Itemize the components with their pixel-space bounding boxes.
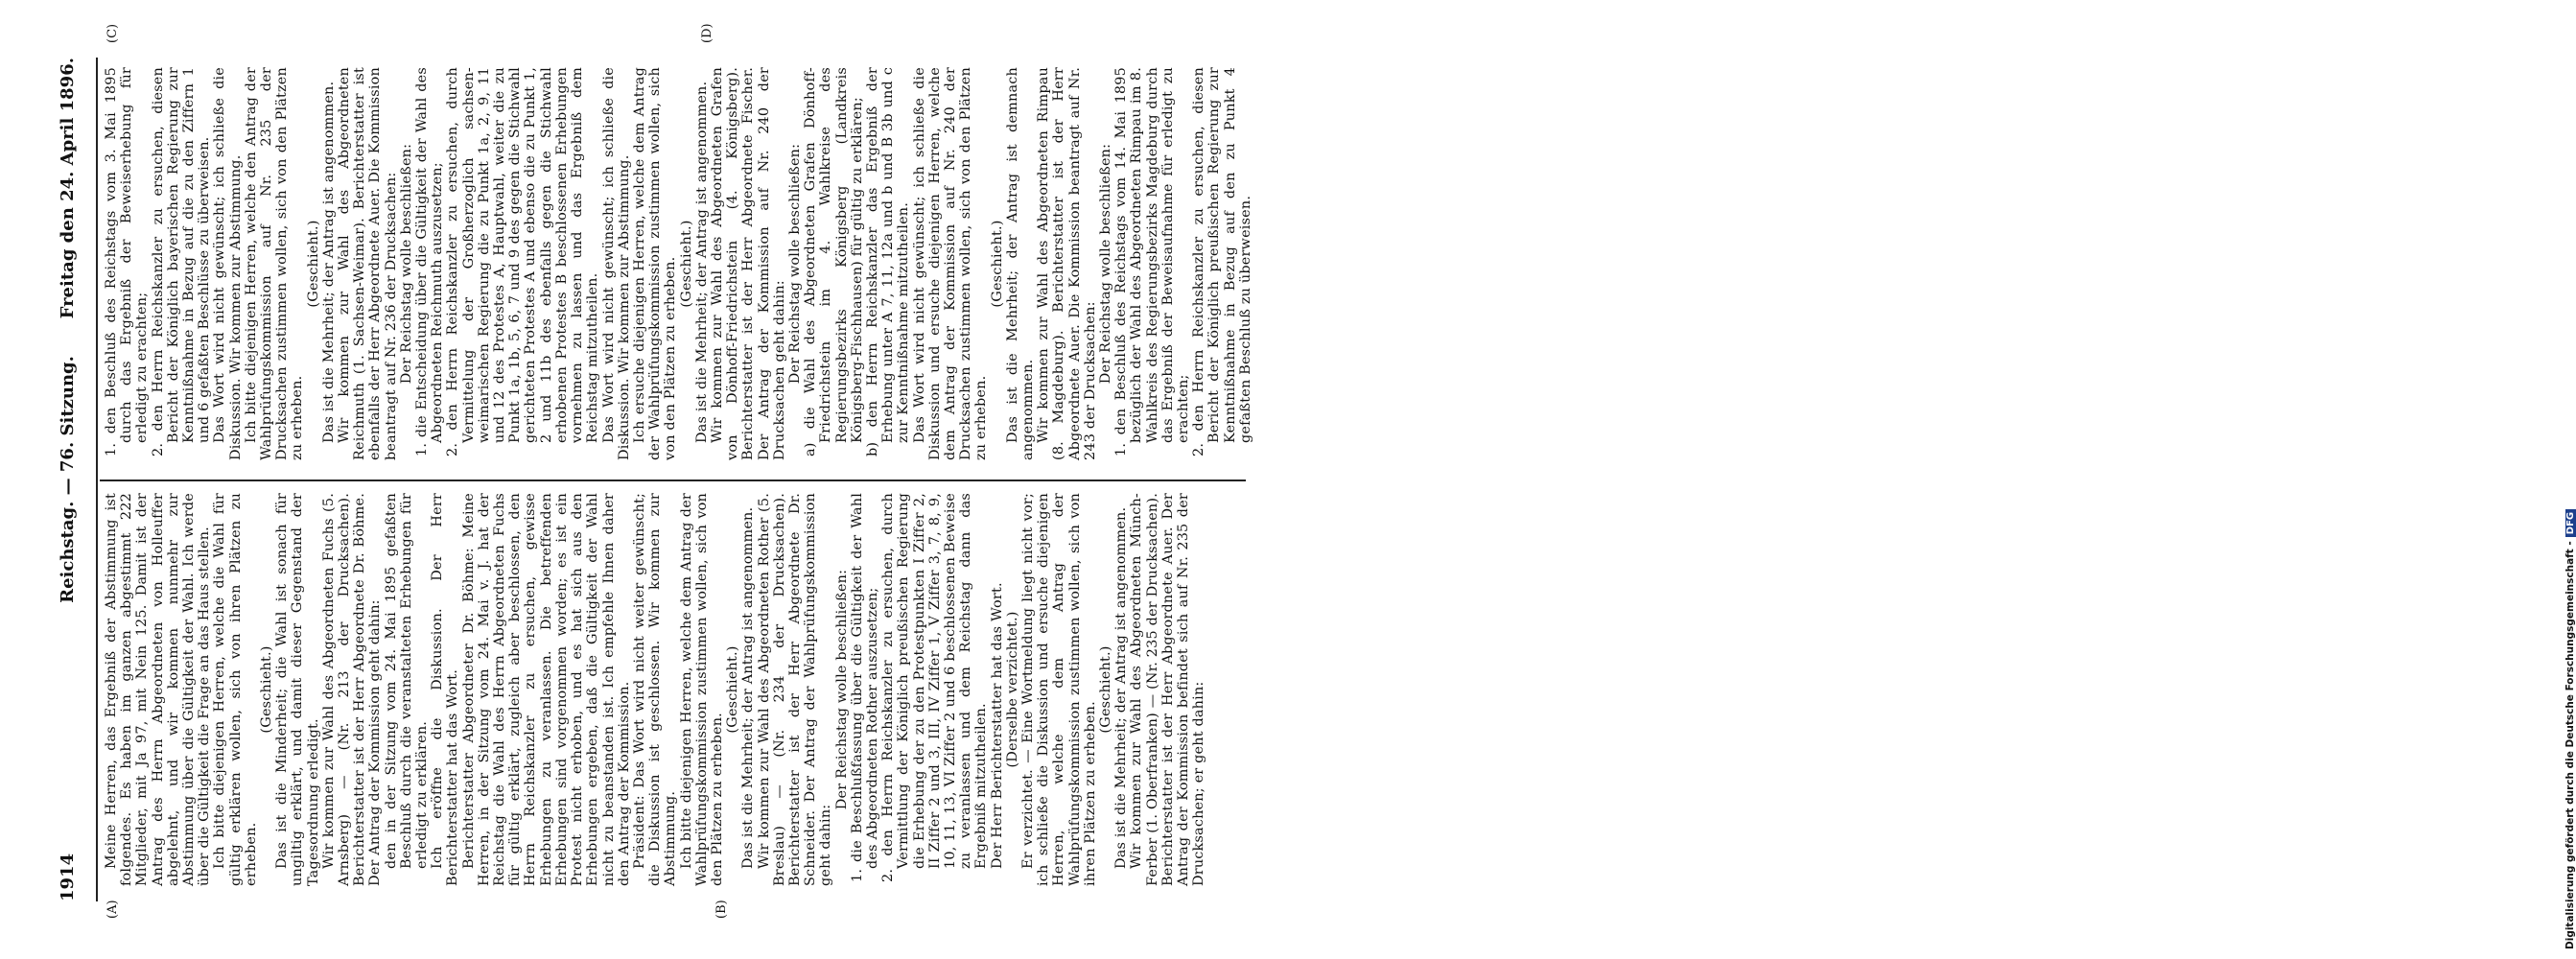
- stage-direction: (Derselbe verzichtet.): [1004, 611, 1020, 768]
- stage-direction: (Geschieht.): [725, 645, 741, 734]
- paragraph: Präsident: Das Wort wird nicht weiter gewünscht; die Diskussion ist geschlossen. Wir kommen zur Abstimmung.: [631, 493, 679, 886]
- paragraph: Wir kommen zur Wahl des Abgeordneten Reichmuth (1. Sachsen-Weimar). Berichterstatter ist ebenfalls der Herr Abgeordnete Auer. Die Kommission beantragt auf Nr. 236 der Drucksachen:: [337, 67, 399, 460]
- paragraph: Ich ersuche diejenigen Herren, welche dem Antrag der Wahlprüfungskommission zustimmen wollen, sich von den Plätzen zu erheben.: [631, 67, 679, 460]
- dfg-logo: DFG: [2565, 509, 2576, 537]
- paragraph: Das Wort wird nicht gewünscht; ich schließe die Diskussion. Wir kommen zur Abstimmung.: [212, 67, 244, 460]
- header-rule: [96, 58, 98, 901]
- paragraph: Das ist die Mehrheit; der Antrag ist angenommen.: [740, 506, 757, 869]
- motion-item: 1. die Beschlußfassung über die Gültigkeit der Wahl des Abgeordneten Rother auszusetzen;: [849, 493, 880, 882]
- paragraph: Das ist die Mehrheit; der Antrag ist angenommen.: [320, 81, 337, 443]
- paragraph: Ich eröffne die Diskussion. Der Herr Berichterstatter hat das Wort.: [430, 493, 461, 886]
- motion-item: 1. die Entscheidung über die Gültigkeit der Wahl des Abgeordneten Reichmuth auszusetzen;: [414, 67, 446, 456]
- motion-item: a) die Wahl des Abgeordneten Grafen Dönhoff-Friedrichstein im 4. Wahlkreise des Regierungsbezirks Königsberg (Landkreis Königsberg-Fischhausen) für gültig zu erklären;: [803, 67, 865, 456]
- paragraph: Das ist die Mehrheit; der Antrag ist angenommen.: [693, 81, 710, 443]
- page-header: [58, 58, 90, 901]
- paragraph: Wir kommen zur Wahl des Abgeordneten Fuchs (5. Arnsberg) — (Nr. 213 der Drucksachen). Berichterstatter ist der Herr Abgeordnete Dr. Böhme. Der Antrag der Kommission geht dahin:: [320, 493, 384, 886]
- digitization-text: Digitalisierung gefördert durch die Deutsche Forschungsgemeinschaft -: [2564, 541, 2576, 949]
- stage-direction: (Geschieht.): [1098, 645, 1113, 734]
- right-column: [104, 67, 1253, 460]
- motion-item: 1. den Beschluß des Reichstags vom 14. Mai 1895 bezüglich der Wahl des Abgeordneten Rimpau im 8. Wahlkreis des Regierungsbezirks Magdeburg durch das Ergebniß der Beweisaufnahme für erledigt zu erachten;: [1113, 67, 1192, 456]
- motion-heading: Der Reichstag wolle beschließen:: [786, 143, 803, 385]
- motion-heading: Der Reichstag wolle beschließen:: [398, 143, 414, 385]
- motion-item: 2. den Herrn Reichskanzler zu ersuchen, diesen Bericht der Königlich bayerischen Regierung zur Kenntnißnahme in Bezug auf die zu den Ziffern 1 und 6 gefaßten Beschlüsse zu überweisen.: [150, 67, 213, 456]
- paragraph: Wir kommen zur Wahl des Abgeordneten Grafen von Dönhoff-Friedrichstein (4. Königsberg). Berichterstatter ist der Herr Abgeordnete Fischer. Der Antrag der Kommission auf Nr. 240 der Drucksachen geht dahin:: [709, 67, 787, 460]
- stage-direction: (Geschieht.): [989, 220, 1005, 308]
- paragraph: Das ist die Mehrheit; der Antrag ist demnach angenommen.: [1004, 67, 1036, 460]
- motion-item: 2. den Herrn Reichskanzler zu ersuchen, durch Vermittelung der Großherzoglich sachsen-weimarischen Regierung die zu Punkt 1a, 2, 9, 11 und 12 des Protestes A, Hauptwahl, weiter die zu Punkt 1a, 1b, 5, 6, 7 und 9 des gegen die Stichwahl gerichteten Protestes A und ebenso die zu Punkt 1, 2 und 11b des ebenfalls gegen die Stichwahl erhobenen Protestes B beschlossenen Erhebungen vornehmen zu lassen und das Ergebniß dem Reichstag mitzutheilen.: [445, 67, 601, 456]
- page-title: Reichstag. — 76. Sitzung.: [58, 356, 78, 603]
- digitization-note: [1285, 0, 2576, 959]
- left-column: [104, 493, 1206, 886]
- paragraph: Wir kommen zur Wahl des Abgeordneten Münch-Ferber (1. Oberfranken) — (Nr. 235 der Drucksachen). Berichterstatter ist der Herr Abgeordnete Auer. Der Antrag der Kommission befindet sich auf Nr. 235 der Drucksachen; er geht dahin:: [1129, 493, 1207, 886]
- margin-marker-d: (D): [700, 23, 714, 43]
- motion-item: 2. den Herrn Reichskanzler zu ersuchen, durch Vermittlung der Königlich preußischen Regierung die Erhebung der zu den Protestpunkten I Ziffer 2, II Ziffer 2 und 3, III, IV Ziffer 1, V Ziffer 3, 7, 8, 9, 10, 11, 13, VI Ziffer 2 und 6 beschlossenen Beweise zu veranlassen und dem Reichstag dann das Ergebniß mitzutheilen.: [880, 493, 990, 882]
- paragraph: Ich bitte diejenigen Herren, welche die Wahl für gültig erklären wollen, sich von ihren Plätzen zu erheben.: [212, 493, 259, 886]
- paragraph: Das ist die Minderheit; die Wahl ist sonach für ungiltig erklärt, und damit dieser Gegenstand der Tagesordnung erledigt.: [274, 493, 321, 886]
- page-date: Freitag den 24. April 1896.: [58, 58, 78, 319]
- paragraph: Meine Herren, das Ergebniß der Abstimmung ist folgendes. Es haben im ganzen abgestimmt 222 Mitglieder, mit Ja 97, mit Nein 125. Damit ist der Antrag des Herrn Abgeordneten von Holleuffer abgelehnt, und wir kommen nunmehr zur Abstimmung über die Gültigkeit der Wahl. Ich werde über die Gültigkeit die Frage an das Haus stellen.: [104, 493, 213, 886]
- paragraph: Ich bitte diejenigen Herren, welche dem Antrag der Wahlprüfungskommission zustimmen wollen, sich von den Plätzen zu erheben.: [678, 493, 725, 886]
- column-separator: [100, 480, 1246, 481]
- stage-direction: (Geschieht.): [259, 645, 275, 734]
- margin-marker-c: (C): [105, 23, 120, 43]
- motion-text: den in der Sitzung vom 24. Mai 1895 gefaßten Beschluß durch die veranstalteten Erhebungen für erledigt zu erklären.: [383, 493, 431, 869]
- page-number: 1914: [58, 853, 78, 901]
- paragraph: Das Wort wird nicht gewünscht; ich schließe die Diskussion und ersuche diejenigen Herren, welche dem Antrag der Kommission auf Nr. 240 der Drucksachen zustimmen wollen, sich von den Plätzen zu erheben.: [911, 67, 990, 460]
- stage-direction: (Geschieht.): [305, 220, 321, 308]
- paragraph: Wir kommen zur Wahl des Abgeordneten Rother (5. Breslau) — (Nr. 234 der Drucksachen). Berichterstatter ist der Herr Abgeordnete Dr. Schneider. Der Antrag der Wahlprüfungskommission geht dahin:: [756, 493, 834, 886]
- stage-direction: (Geschieht.): [678, 220, 694, 308]
- motion-item: 1. den Beschluß des Reichstags vom 3. Mai 1895 durch das Ergebniß der Beweiserhebung für erledigt zu erachten;: [104, 67, 151, 456]
- motion-item: b) den Herrn Reichskanzler das Ergebniß der Erhebung unter A 7, 11, 12a und b und B 3b und c zur Kenntnißnahme mitzutheilen.: [864, 67, 912, 456]
- motion-heading: Der Reichstag wolle beschließen:: [1098, 143, 1113, 385]
- paragraph: Wir kommen zur Wahl des Abgeordneten Rimpau (8. Magdeburg). Berichterstatter ist der Herr Abgeordnete Auer. Die Kommission beantragt auf Nr. 243 der Drucksachen:: [1036, 67, 1098, 460]
- margin-marker-b: (B): [714, 900, 729, 919]
- paragraph: Berichterstatter Abgeordneter Dr. Böhme: Meine Herren, in der Sitzung vom 24. Mai v. J. hat der Reichstag die Wahl des Herrn Abgeordneten Fuchs für gültig erklärt, zugleich aber beschlossen, den Herrn Reichskanzler zu ersuchen, gewisse Erhebungen zu veranlassen. Die betreffenden Erhebungen sind vorgenommen worden; es ist ein Protest nicht erhoben, und es hat sich aus den Erhebungen ergeben, daß die Gültigkeit der Wahl nicht zu beanstanden ist. Ich empfehle Ihnen daher den Antrag der Kommission.: [460, 493, 632, 886]
- motion-heading: Der Reichstag wolle beschließen:: [833, 569, 850, 810]
- margin-marker-a: (A): [105, 900, 120, 919]
- paragraph: Ich bitte diejenigen Herren, welche den Antrag der Wahlprüfungskommission auf Nr. 235 der Drucksachen zustimmen wollen, sich von den Plätzen zu erheben.: [243, 67, 306, 460]
- paragraph: Das Wort wird nicht gewünscht; ich schließe die Diskussion. Wir kommen zur Abstimmung.: [600, 67, 632, 460]
- paragraph: Der Herr Berichterstatter hat das Wort.: [989, 582, 1005, 869]
- paragraph: Das ist die Mehrheit; der Antrag ist angenommen.: [1113, 506, 1130, 869]
- paragraph: Er verzichtet. — Eine Wortmeldung liegt nicht vor; ich schließe die Diskussion und ersuche diejenigen Herren, welche dem Antrag der Wahlprüfungskommission zustimmen wollen, sich von ihren Plätzen zu erheben.: [1019, 493, 1098, 886]
- motion-item: 2. den Herrn Reichskanzler zu ersuchen, diesen Bericht der Königlich preußischen Regierung zur Kenntnißnahme in Bezug auf den zu Punkt 4 gefaßten Beschluß zu überweisen.: [1191, 67, 1253, 456]
